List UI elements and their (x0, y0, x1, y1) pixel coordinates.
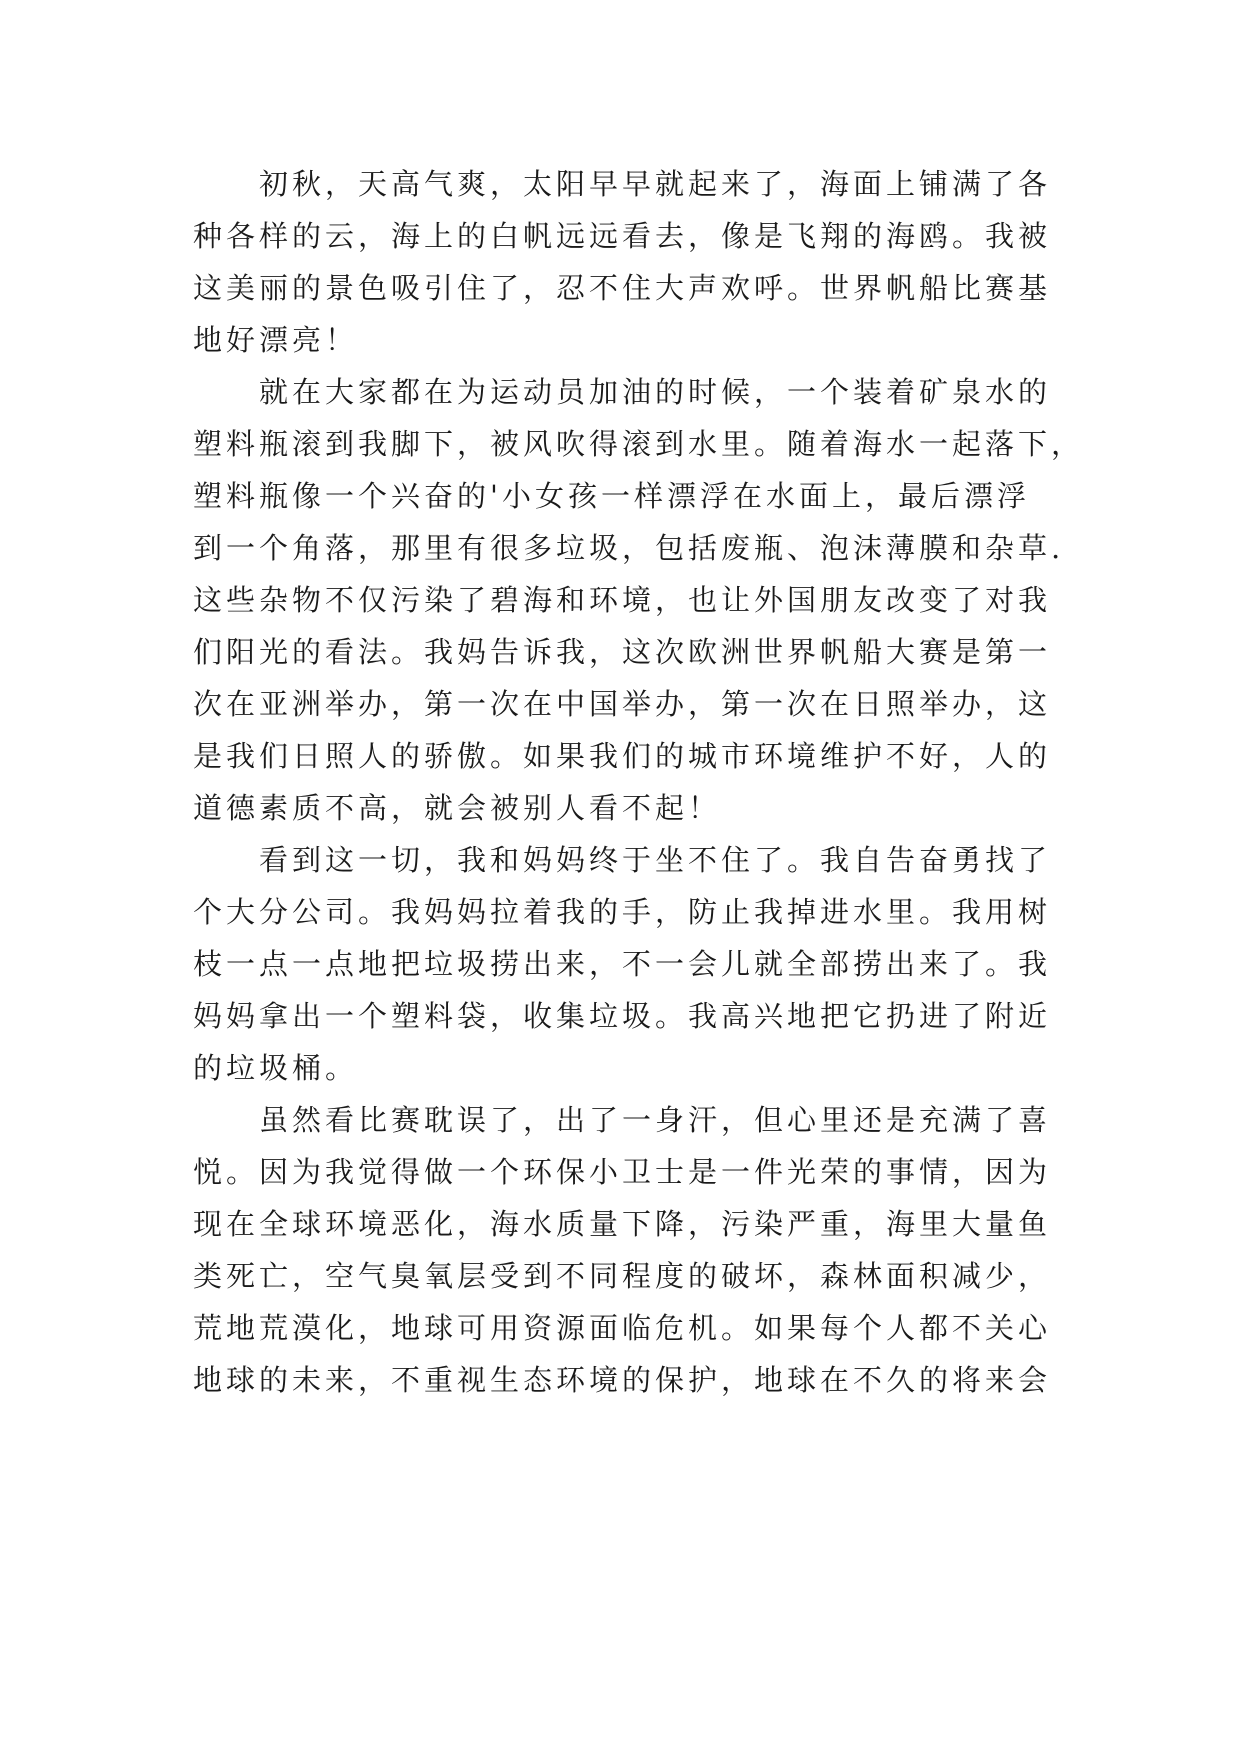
text-line: 是我们日照人的骄傲。如果我们的城市环境维护不好，人的 (193, 739, 1052, 773)
text-line: 现在全球环境恶化，海水质量下降，污染严重，海里大量鱼 (193, 1207, 1052, 1241)
text-line: 荒地荒漠化，地球可用资源面临危机。如果每个人都不关心 (193, 1311, 1052, 1345)
text-line: 看到这一切，我和妈妈终于坐不住了。我自告奋勇找了 (259, 843, 1052, 877)
text-line: 道德素质不高，就会被别人看不起！ (193, 791, 722, 825)
text-line: 种各样的云，海上的白帆远远看去，像是飞翔的海鸥。我被 (193, 219, 1052, 253)
paragraph-3 (193, 834, 1051, 1094)
text-line: 塑料瓶像一个兴奋的'小女孩一样漂浮在水面上，最后漂浮 (193, 479, 1030, 513)
text-line: 类死亡，空气臭氧层受到不同程度的破坏，森林面积减少， (193, 1259, 1052, 1293)
paragraph-4 (193, 1094, 1051, 1406)
text-line: 这美丽的景色吸引住了，忍不住大声欢呼。世界帆船比赛基 (193, 271, 1052, 305)
text-line: 的垃圾桶。 (193, 1051, 359, 1085)
text-line: 虽然看比赛耽误了，出了一身汗，但心里还是充满了喜 (259, 1103, 1052, 1137)
text-line: 这些杂物不仅污染了碧海和环境，也让外国朋友改变了对我 (193, 583, 1052, 617)
text-line: 初秋，天高气爽，太阳早早就起来了，海面上铺满了各 (259, 167, 1052, 201)
text-line: 就在大家都在为运动员加油的时候，一个装着矿泉水的 (259, 375, 1052, 409)
text-line: 悦。因为我觉得做一个环保小卫士是一件光荣的事情，因为 (193, 1155, 1052, 1189)
text-line: 个大分公司。我妈妈拉着我的手，防止我掉进水里。我用树 (193, 895, 1052, 929)
paragraph-1 (193, 158, 1051, 366)
text-line: 妈妈拿出一个塑料袋，收集垃圾。我高兴地把它扔进了附近 (193, 999, 1052, 1033)
paragraph-2 (193, 366, 1085, 834)
text-line: 们阳光的看法。我妈告诉我，这次欧洲世界帆船大赛是第一 (193, 635, 1052, 669)
text-line: 地好漂亮！ (193, 323, 359, 357)
text-line: 地球的未来，不重视生态环境的保护，地球在不久的将来会 (193, 1363, 1052, 1397)
text-line: 到一个角落，那里有很多垃圾，包括废瓶、泡沫薄膜和杂草. (193, 531, 1065, 565)
text-line: 次在亚洲举办，第一次在中国举办，第一次在日照举办，这 (193, 687, 1052, 721)
essay-body (193, 158, 1085, 1406)
text-line: 枝一点一点地把垃圾捞出来，不一会儿就全部捞出来了。我 (193, 947, 1052, 981)
text-line: 塑料瓶滚到我脚下，被风吹得滚到水里。随着海水一起落下， (193, 427, 1085, 461)
